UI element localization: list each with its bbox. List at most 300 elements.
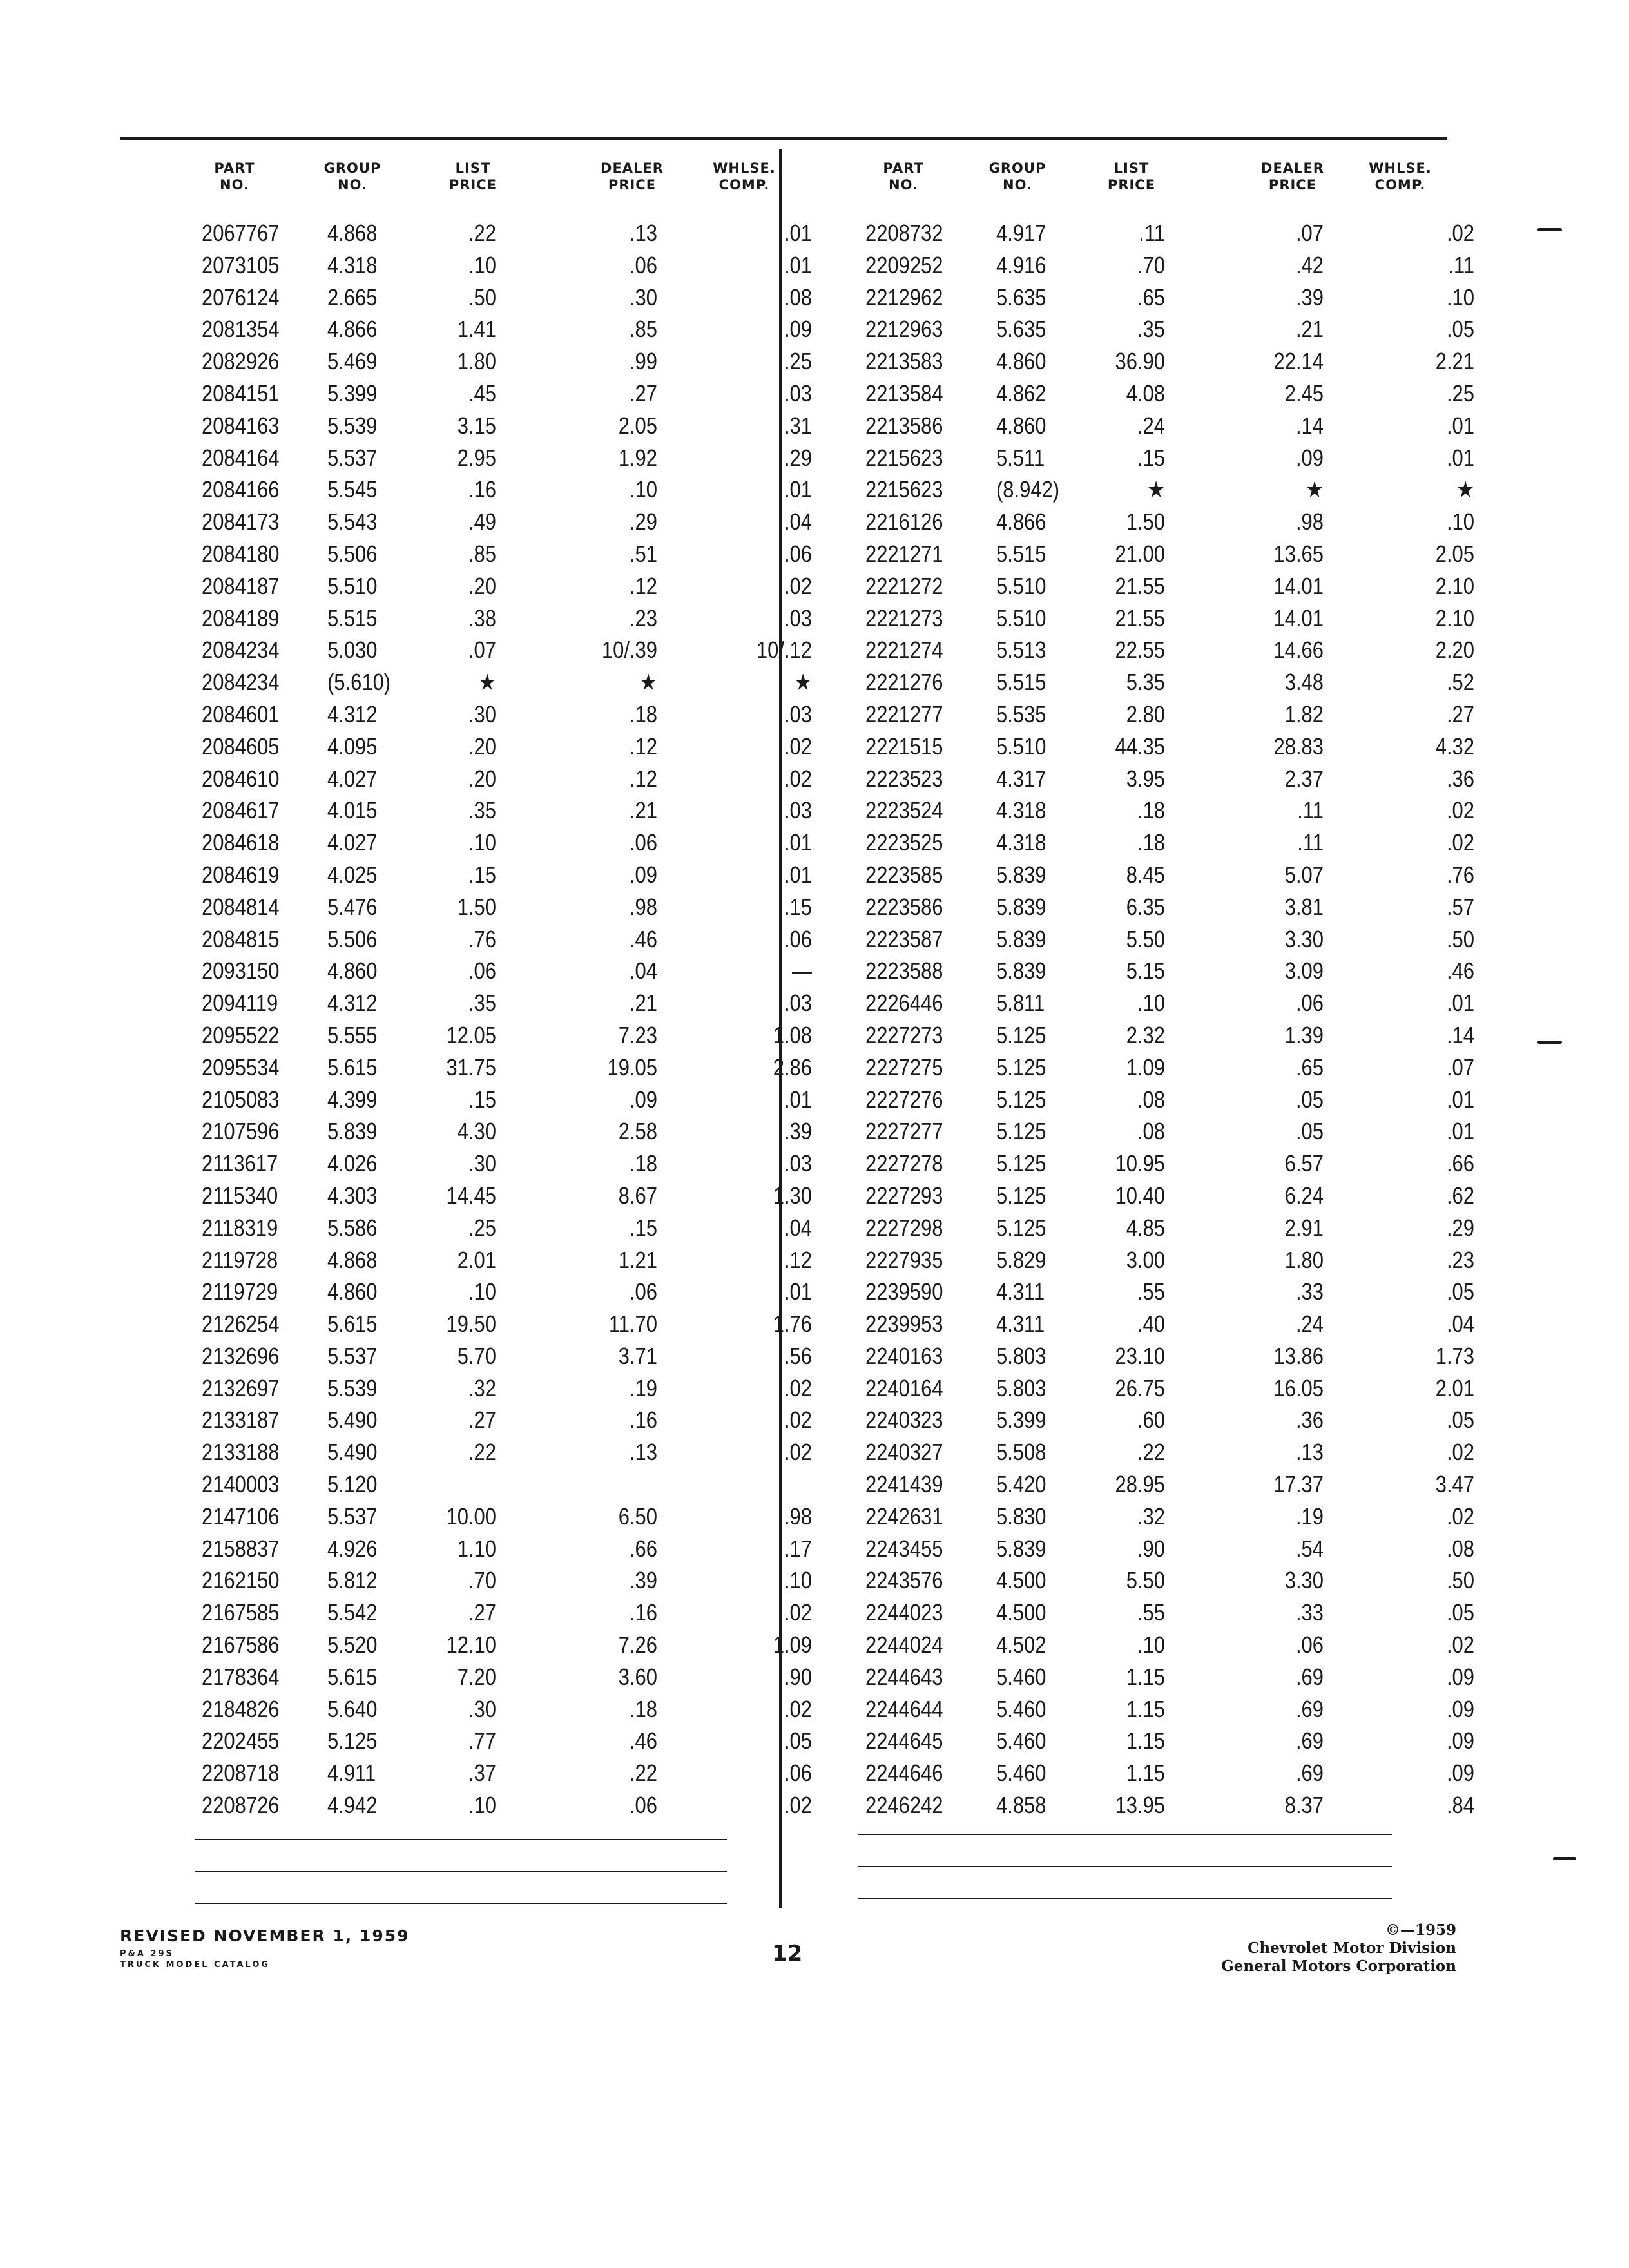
whlse-cell: .10 <box>1446 508 1474 535</box>
group-cell: 5.545 <box>327 476 378 503</box>
part-cell: 2084601 <box>202 700 280 727</box>
whlse-cell: .31 <box>784 412 812 439</box>
group-cell: 4.860 <box>996 348 1046 375</box>
blank-entry-line <box>195 1871 727 1872</box>
list-cell: ★ <box>1147 476 1165 503</box>
dealer-cell: 1.80 <box>1284 1246 1324 1273</box>
dealer-cell: .29 <box>629 508 657 535</box>
dealer-cell: .06 <box>629 251 657 278</box>
part-cell: 2084234 <box>202 669 280 696</box>
part-cell: 2246242 <box>865 1792 943 1819</box>
part-cell: 2084610 <box>202 765 280 792</box>
list-cell: .60 <box>1137 1407 1165 1434</box>
group-cell: 5.586 <box>327 1214 378 1241</box>
group-cell: 5.803 <box>996 1342 1046 1369</box>
dealer-cell: .21 <box>1295 316 1324 343</box>
list-cell: .18 <box>1137 797 1165 824</box>
list-cell: 1.41 <box>457 316 496 343</box>
group-cell: 5.803 <box>996 1374 1046 1401</box>
dealer-cell: 2.91 <box>1284 1214 1324 1241</box>
whlse-cell: .08 <box>784 284 812 311</box>
dealer-cell: .66 <box>629 1535 657 1562</box>
group-cell: 5.125 <box>996 1182 1046 1209</box>
list-cell: 12.10 <box>446 1631 496 1658</box>
dealer-cell: 17.37 <box>1273 1471 1324 1498</box>
dealer-cell: 16.05 <box>1273 1374 1324 1401</box>
dealer-cell: .06 <box>1295 990 1324 1017</box>
part-cell: 2133188 <box>202 1439 280 1466</box>
group-cell: 4.911 <box>327 1760 376 1787</box>
group-cell: 5.539 <box>327 412 378 439</box>
part-cell: 2084166 <box>202 476 280 503</box>
whlse-cell: .90 <box>784 1663 812 1690</box>
blank-entry-line <box>858 1834 1392 1835</box>
group-cell: 5.125 <box>327 1727 378 1754</box>
whlse-cell: 1.09 <box>773 1631 812 1658</box>
group-cell: 5.515 <box>996 669 1046 696</box>
dealer-cell: .36 <box>1295 1407 1324 1434</box>
part-cell: 2244643 <box>865 1663 943 1690</box>
list-cell: .10 <box>1137 990 1165 1017</box>
dealer-cell: 1.92 <box>618 444 657 471</box>
dealer-cell: 8.67 <box>618 1182 657 1209</box>
part-cell: 2115340 <box>202 1182 278 1209</box>
group-cell: 5.537 <box>327 444 378 471</box>
part-cell: 2227277 <box>865 1118 943 1145</box>
part-cell: 2107596 <box>202 1118 280 1145</box>
dealer-cell: .21 <box>629 797 657 824</box>
whlse-cell: .02 <box>784 1439 812 1466</box>
group-cell: 5.125 <box>996 1214 1046 1241</box>
whlse-cell: 10/.12 <box>756 637 812 664</box>
part-cell: 2208726 <box>202 1792 280 1819</box>
dealer-cell: .24 <box>1295 1311 1324 1338</box>
list-cell: 13.95 <box>1115 1792 1165 1819</box>
header-whlse-comp: WHLSE. COMP. <box>713 160 776 193</box>
dealer-cell: .69 <box>1295 1663 1324 1690</box>
whlse-cell: .01 <box>784 220 812 246</box>
part-cell: 2133187 <box>202 1407 280 1434</box>
part-cell: 2073105 <box>202 251 280 278</box>
group-cell: 5.537 <box>327 1342 378 1369</box>
group-cell: 4.868 <box>327 220 378 246</box>
part-cell: 2184826 <box>202 1695 280 1722</box>
whlse-cell: .05 <box>1446 1407 1474 1434</box>
group-cell: 5.506 <box>327 925 378 952</box>
dealer-cell: 2.58 <box>618 1118 657 1145</box>
part-cell: 2202455 <box>202 1727 280 1754</box>
part-cell: 2158837 <box>202 1535 280 1562</box>
list-cell: ★ <box>478 669 496 696</box>
part-cell: 2223586 <box>865 893 943 920</box>
whlse-cell: 2.01 <box>1435 1374 1474 1401</box>
list-cell: 31.75 <box>446 1053 496 1081</box>
group-cell: 4.311 <box>996 1311 1045 1338</box>
whlse-cell: — <box>792 957 812 985</box>
group-cell: 5.399 <box>327 380 378 407</box>
list-cell: 3.15 <box>457 412 496 439</box>
whlse-cell: ★ <box>1456 476 1474 503</box>
header-part-no: PART NO. <box>883 160 924 193</box>
whlse-cell: .02 <box>784 1792 812 1819</box>
whlse-cell: .84 <box>1446 1792 1474 1819</box>
part-cell: 2227935 <box>865 1246 943 1273</box>
list-cell: 1.15 <box>1126 1760 1165 1787</box>
list-cell: 1.80 <box>457 348 496 375</box>
list-cell: .06 <box>468 957 496 985</box>
list-cell: 21.55 <box>1115 604 1165 631</box>
dealer-cell: .09 <box>629 861 657 888</box>
whlse-cell: .27 <box>1446 700 1474 727</box>
group-cell: 4.917 <box>996 220 1046 246</box>
whlse-cell: .06 <box>784 1760 812 1787</box>
group-cell: 5.615 <box>327 1053 378 1081</box>
part-cell: 2240163 <box>865 1342 943 1369</box>
group-cell: 4.942 <box>327 1792 378 1819</box>
dealer-cell: .19 <box>1295 1503 1324 1530</box>
part-cell: 2167586 <box>202 1631 280 1658</box>
whlse-cell: .06 <box>784 925 812 952</box>
dealer-cell: .18 <box>629 700 657 727</box>
dealer-cell: 3.60 <box>618 1663 657 1690</box>
dealer-cell: .12 <box>629 733 657 760</box>
dealer-cell: 13.65 <box>1273 540 1324 567</box>
list-cell: 12.05 <box>446 1021 496 1048</box>
dealer-cell: 6.50 <box>618 1503 657 1530</box>
dealer-cell: .27 <box>629 380 657 407</box>
part-cell: 2084189 <box>202 604 280 631</box>
whlse-cell: 1.73 <box>1435 1342 1474 1369</box>
list-cell: .70 <box>1137 251 1165 278</box>
part-cell: 2084173 <box>202 508 280 535</box>
list-cell: .15 <box>468 1086 496 1113</box>
dealer-cell: .19 <box>629 1374 657 1401</box>
whlse-cell: .62 <box>1446 1182 1474 1209</box>
part-cell: 2132696 <box>202 1342 280 1369</box>
dealer-cell: 14.01 <box>1273 572 1324 599</box>
whlse-cell: .03 <box>784 700 812 727</box>
group-cell: 5.640 <box>327 1695 378 1722</box>
dealer-cell: ★ <box>1306 476 1324 503</box>
whlse-cell: .03 <box>784 1150 812 1177</box>
dealer-cell: 2.45 <box>1284 380 1324 407</box>
whlse-cell: .57 <box>1446 893 1474 920</box>
part-cell: 2209252 <box>865 251 943 278</box>
group-cell: 5.839 <box>996 1535 1046 1562</box>
group-cell: 5.125 <box>996 1086 1046 1113</box>
group-cell: 5.460 <box>996 1695 1046 1722</box>
list-cell: .65 <box>1137 284 1165 311</box>
part-cell: 2084180 <box>202 540 280 567</box>
list-cell: .20 <box>468 572 496 599</box>
part-cell: 2243455 <box>865 1535 943 1562</box>
whlse-cell: 4.32 <box>1435 733 1474 760</box>
group-cell: 5.490 <box>327 1439 378 1466</box>
list-cell: .30 <box>468 1150 496 1177</box>
group-cell: 4.862 <box>996 380 1046 407</box>
whlse-cell: .23 <box>1446 1246 1474 1273</box>
dealer-cell: .39 <box>1295 284 1324 311</box>
dealer-cell: .65 <box>1295 1053 1324 1081</box>
dealer-cell: .99 <box>629 348 657 375</box>
group-cell: 4.860 <box>327 957 378 985</box>
group-cell: 5.420 <box>996 1471 1046 1498</box>
group-cell: 5.515 <box>996 540 1046 567</box>
list-cell: .49 <box>468 508 496 535</box>
part-cell: 2167585 <box>202 1599 280 1626</box>
list-cell: .30 <box>468 1695 496 1722</box>
dealer-cell: 10/.39 <box>601 637 657 664</box>
group-cell: 5.120 <box>327 1471 378 1498</box>
dealer-cell: 22.14 <box>1273 348 1324 375</box>
margin-mark <box>1553 1857 1576 1860</box>
group-cell: 5.490 <box>327 1407 378 1434</box>
part-cell: 2223523 <box>865 765 943 792</box>
group-cell: 5.839 <box>996 893 1046 920</box>
dealer-cell: 1.82 <box>1284 700 1324 727</box>
part-cell: 2227275 <box>865 1053 943 1081</box>
group-cell: 4.312 <box>327 990 378 1017</box>
group-cell: 4.860 <box>327 1278 378 1305</box>
list-cell: .10 <box>468 251 496 278</box>
dealer-cell: .13 <box>629 1439 657 1466</box>
whlse-cell: .04 <box>784 508 812 535</box>
group-cell: 5.839 <box>996 861 1046 888</box>
catalog-code: P&A 29S <box>120 1949 174 1959</box>
group-cell: (5.610) <box>327 669 391 696</box>
whlse-cell: .07 <box>1446 1053 1474 1081</box>
list-cell: .08 <box>1137 1086 1165 1113</box>
part-cell: 2126254 <box>202 1311 280 1338</box>
whlse-cell: .06 <box>784 540 812 567</box>
group-cell: 4.095 <box>327 733 378 760</box>
header-part-no: PART NO. <box>214 160 255 193</box>
group-cell: 5.839 <box>996 925 1046 952</box>
whlse-cell: .03 <box>784 990 812 1017</box>
dealer-cell: .33 <box>1295 1278 1324 1305</box>
dealer-cell: ★ <box>639 669 657 696</box>
part-cell: 2076124 <box>202 284 280 311</box>
header-whlse-comp: WHLSE. COMP. <box>1369 160 1432 193</box>
dealer-cell: 7.26 <box>618 1631 657 1658</box>
list-cell: 14.45 <box>446 1182 496 1209</box>
group-cell: 4.015 <box>327 797 378 824</box>
dealer-cell: .13 <box>629 220 657 246</box>
group-cell: 5.030 <box>327 637 378 664</box>
whlse-cell: 2.21 <box>1435 348 1474 375</box>
list-cell: .11 <box>1139 220 1165 246</box>
list-cell: 21.00 <box>1115 540 1165 567</box>
dealer-cell: 2.05 <box>618 412 657 439</box>
whlse-cell: .12 <box>784 1246 812 1273</box>
list-cell: 1.15 <box>1126 1695 1165 1722</box>
list-cell: 3.00 <box>1126 1246 1165 1273</box>
list-cell: 5.50 <box>1126 925 1165 952</box>
group-cell: 4.858 <box>996 1792 1046 1819</box>
part-cell: 2084619 <box>202 861 280 888</box>
whlse-cell: 2.86 <box>773 1053 812 1081</box>
dealer-cell: .46 <box>629 925 657 952</box>
copyright: ©—1959 <box>1385 1921 1456 1939</box>
whlse-cell: .25 <box>784 348 812 375</box>
header-list-price: LIST PRICE <box>1107 160 1156 193</box>
dealer-cell: .09 <box>1295 444 1324 471</box>
dealer-cell: 14.01 <box>1273 604 1324 631</box>
group-cell: 5.125 <box>996 1021 1046 1048</box>
list-cell: 1.15 <box>1126 1727 1165 1754</box>
group-cell: 4.303 <box>327 1182 378 1209</box>
dealer-cell: .51 <box>629 540 657 567</box>
group-cell: 4.311 <box>996 1278 1045 1305</box>
group-cell: 5.513 <box>996 637 1046 664</box>
part-cell: 2221273 <box>865 604 943 631</box>
dealer-cell: .54 <box>1295 1535 1324 1562</box>
whlse-cell: .36 <box>1446 765 1474 792</box>
list-cell: .22 <box>1137 1439 1165 1466</box>
list-cell: 36.90 <box>1115 348 1165 375</box>
dealer-cell: .06 <box>629 1278 657 1305</box>
group-cell: 5.615 <box>327 1663 378 1690</box>
part-cell: 2084617 <box>202 797 280 824</box>
part-cell: 2084814 <box>202 893 280 920</box>
part-cell: 2084815 <box>202 925 280 952</box>
part-cell: 2212963 <box>865 316 943 343</box>
list-cell: 10.95 <box>1115 1150 1165 1177</box>
whlse-cell: .66 <box>1446 1150 1474 1177</box>
part-cell: 2213583 <box>865 348 943 375</box>
part-cell: 2067767 <box>202 220 280 246</box>
part-cell: 2140003 <box>202 1471 280 1498</box>
group-cell: 4.916 <box>996 251 1046 278</box>
part-cell: 2226446 <box>865 990 943 1017</box>
whlse-cell: 2.10 <box>1435 604 1474 631</box>
group-cell: 5.542 <box>327 1599 378 1626</box>
whlse-cell: .01 <box>784 476 812 503</box>
list-cell: .85 <box>468 540 496 567</box>
group-cell: 5.539 <box>327 1374 378 1401</box>
group-cell: 4.868 <box>327 1246 378 1273</box>
list-cell: 22.55 <box>1115 637 1165 664</box>
group-cell: 5.615 <box>327 1311 378 1338</box>
dealer-cell: .15 <box>629 1214 657 1241</box>
whlse-cell: 1.30 <box>773 1182 812 1209</box>
dealer-cell: 3.30 <box>1284 925 1324 952</box>
list-cell: .25 <box>468 1214 496 1241</box>
whlse-cell: .09 <box>1446 1663 1474 1690</box>
group-cell: 5.511 <box>996 444 1045 471</box>
whlse-cell: .08 <box>1446 1535 1474 1562</box>
dealer-cell: .39 <box>629 1567 657 1594</box>
list-cell: 1.10 <box>457 1535 496 1562</box>
part-cell: 2208732 <box>865 220 943 246</box>
whlse-cell: 2.20 <box>1435 637 1474 664</box>
group-cell: 5.469 <box>327 348 378 375</box>
whlse-cell: 1.08 <box>773 1021 812 1048</box>
part-cell: 2082926 <box>202 348 280 375</box>
group-cell: 5.399 <box>996 1407 1046 1434</box>
group-cell: 4.025 <box>327 861 378 888</box>
whlse-cell: .25 <box>1446 380 1474 407</box>
revision-date: REVISED NOVEMBER 1, 1959 <box>120 1927 410 1945</box>
list-cell: 6.35 <box>1126 893 1165 920</box>
part-cell: 2244023 <box>865 1599 943 1626</box>
whlse-cell: .50 <box>1446 1567 1474 1594</box>
list-cell: 4.08 <box>1126 380 1165 407</box>
dealer-cell: 2.37 <box>1284 765 1324 792</box>
part-cell: 2113617 <box>202 1150 278 1177</box>
list-cell: 44.35 <box>1115 733 1165 760</box>
list-cell: .15 <box>1137 444 1165 471</box>
part-cell: 2221274 <box>865 637 943 664</box>
dealer-cell: 3.81 <box>1284 893 1324 920</box>
list-cell: .08 <box>1137 1118 1165 1145</box>
list-cell: .30 <box>468 700 496 727</box>
group-cell: 5.506 <box>327 540 378 567</box>
group-cell: 5.555 <box>327 1021 378 1048</box>
margin-mark <box>1537 1041 1562 1044</box>
part-cell: 2095534 <box>202 1053 280 1081</box>
group-cell: 5.510 <box>996 733 1046 760</box>
whlse-cell: .01 <box>1446 1118 1474 1145</box>
dealer-cell: .04 <box>629 957 657 985</box>
whlse-cell: .76 <box>1446 861 1474 888</box>
list-cell: .27 <box>468 1407 496 1434</box>
dealer-cell: 28.83 <box>1273 733 1324 760</box>
part-cell: 2223585 <box>865 861 943 888</box>
whlse-cell: .15 <box>784 893 812 920</box>
whlse-cell: .02 <box>784 1599 812 1626</box>
list-cell: 3.95 <box>1126 765 1165 792</box>
list-cell: .50 <box>468 284 496 311</box>
group-cell: 5.508 <box>996 1439 1046 1466</box>
group-cell: 5.476 <box>327 893 378 920</box>
list-cell: 2.95 <box>457 444 496 471</box>
list-cell: 2.01 <box>457 1246 496 1273</box>
part-cell: 2084605 <box>202 733 280 760</box>
list-cell: .35 <box>468 797 496 824</box>
whlse-cell: .02 <box>784 1374 812 1401</box>
part-cell: 2208718 <box>202 1760 280 1787</box>
dealer-cell: .69 <box>1295 1695 1324 1722</box>
part-cell: 2244646 <box>865 1760 943 1787</box>
whlse-cell: .04 <box>784 1214 812 1241</box>
group-cell: 5.125 <box>996 1150 1046 1177</box>
part-cell: 2162150 <box>202 1567 280 1594</box>
part-cell: 2221515 <box>865 733 943 760</box>
whlse-cell: .03 <box>784 604 812 631</box>
blank-entry-line <box>858 1866 1392 1867</box>
part-cell: 2240164 <box>865 1374 943 1401</box>
part-cell: 2227278 <box>865 1150 943 1177</box>
group-cell: 5.460 <box>996 1760 1046 1787</box>
whlse-cell: 2.05 <box>1435 540 1474 567</box>
part-cell: 2242631 <box>865 1503 943 1530</box>
whlse-cell: .05 <box>784 1727 812 1754</box>
group-cell: 5.812 <box>327 1567 378 1594</box>
part-cell: 2223524 <box>865 797 943 824</box>
whlse-cell: .09 <box>1446 1695 1474 1722</box>
top-rule <box>120 137 1447 140</box>
dealer-cell: 14.66 <box>1273 637 1324 664</box>
list-cell: .35 <box>468 990 496 1017</box>
list-cell: .32 <box>468 1374 496 1401</box>
part-cell: 2132697 <box>202 1374 280 1401</box>
list-cell: .20 <box>468 765 496 792</box>
whlse-cell: .02 <box>1446 1439 1474 1466</box>
dealer-cell: .98 <box>1295 508 1324 535</box>
dealer-cell: .06 <box>1295 1631 1324 1658</box>
group-cell: 5.460 <box>996 1727 1046 1754</box>
